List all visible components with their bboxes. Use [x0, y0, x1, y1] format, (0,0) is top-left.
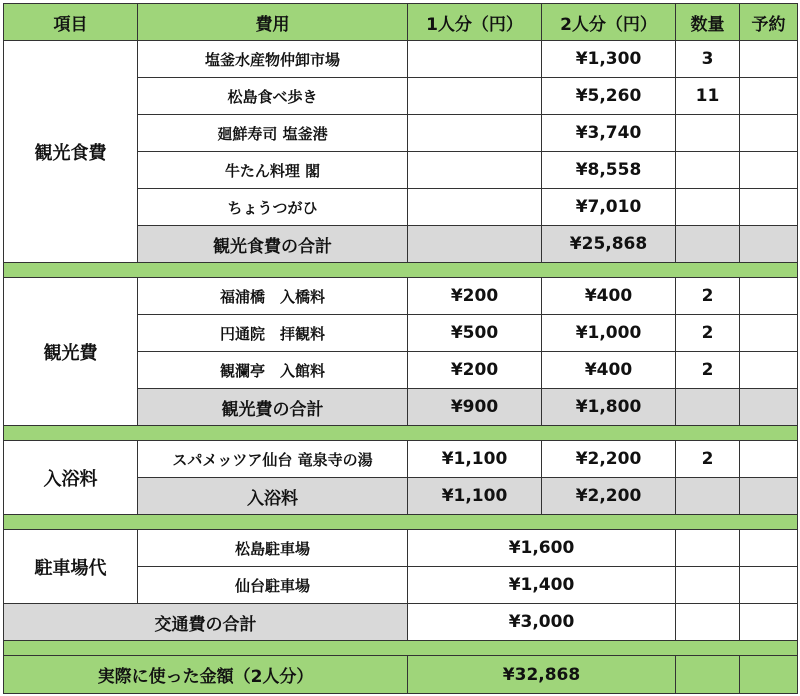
- per1-value: ¥500: [408, 315, 542, 352]
- category-food: 観光食費: [4, 41, 138, 263]
- per2-value: ¥1,300: [542, 41, 676, 78]
- travel-budget-table: [3, 3, 798, 694]
- per2-value: ¥400: [542, 278, 676, 315]
- subtotal-per1: ¥900: [408, 389, 542, 426]
- subtotal-label: 観光費の合計: [138, 389, 408, 426]
- reserve-cell: [740, 315, 798, 352]
- amount-value: ¥1,400: [408, 567, 676, 604]
- per1-value: ¥1,100: [408, 441, 542, 478]
- qty-value: 11: [676, 78, 740, 115]
- item-name: 円通院 拝観料: [138, 315, 408, 352]
- qty-value: 2: [676, 352, 740, 389]
- per2-value: ¥8,558: [542, 152, 676, 189]
- item-name: スパメッツア仙台 竜泉寺の湯: [138, 441, 408, 478]
- subtotal-qty: [676, 478, 740, 515]
- per2-value: ¥3,740: [542, 115, 676, 152]
- qty-value: 2: [676, 278, 740, 315]
- amount-value: ¥1,600: [408, 530, 676, 567]
- reserve-cell: [740, 530, 798, 567]
- item-name: 廻鮮寿司 塩釜港: [138, 115, 408, 152]
- reserve-cell: [740, 604, 798, 641]
- table-row: [4, 441, 798, 478]
- header-expense: 費用: [138, 4, 408, 41]
- subtotal-per2: ¥1,800: [542, 389, 676, 426]
- item-name: 牛たん料理 閣: [138, 152, 408, 189]
- qty-value: [676, 189, 740, 226]
- subtotal-amount: ¥3,000: [408, 604, 676, 641]
- section-divider: [4, 515, 798, 530]
- category-bath: 入浴料: [4, 441, 138, 515]
- subtotal-reserve: [740, 478, 798, 515]
- per1-value: ¥200: [408, 352, 542, 389]
- per2-value: ¥7,010: [542, 189, 676, 226]
- reserve-cell: [740, 78, 798, 115]
- header-row: [4, 4, 798, 41]
- subtotal-reserve: [740, 389, 798, 426]
- subtotal-qty: [676, 226, 740, 263]
- item-name: 観瀾亭 入館料: [138, 352, 408, 389]
- reserve-cell: [740, 115, 798, 152]
- qty-value: 3: [676, 41, 740, 78]
- subtotal-per1: [408, 226, 542, 263]
- section-divider: [4, 263, 798, 278]
- per2-value: ¥5,260: [542, 78, 676, 115]
- item-name: 松島食べ歩き: [138, 78, 408, 115]
- grand-total-label: 実際に使った金額（2人分）: [4, 656, 408, 694]
- qty-value: 2: [676, 441, 740, 478]
- item-name: ちょうつがひ: [138, 189, 408, 226]
- per1-value: [408, 78, 542, 115]
- header-reserve: 予約: [740, 4, 798, 41]
- per1-value: [408, 41, 542, 78]
- table-row: [4, 278, 798, 315]
- per2-value: ¥400: [542, 352, 676, 389]
- header-qty: 数量: [676, 4, 740, 41]
- per1-value: ¥200: [408, 278, 542, 315]
- header-category: 項目: [4, 4, 138, 41]
- per1-value: [408, 115, 542, 152]
- qty-cell: [676, 567, 740, 604]
- header-per2: 2人分（円）: [542, 4, 676, 41]
- table-row: [4, 41, 798, 78]
- qty-value: [676, 152, 740, 189]
- item-name: 仙台駐車場: [138, 567, 408, 604]
- subtotal-label: 入浴料: [138, 478, 408, 515]
- subtotal-reserve: [740, 226, 798, 263]
- reserve-cell: [740, 278, 798, 315]
- subtotal-label: 交通費の合計: [4, 604, 408, 641]
- reserve-cell: [740, 567, 798, 604]
- subtotal-per2: ¥25,868: [542, 226, 676, 263]
- per1-value: [408, 189, 542, 226]
- item-name: 松島駐車場: [138, 530, 408, 567]
- category-parking: 駐車場代: [4, 530, 138, 604]
- header-per1: 1人分（円）: [408, 4, 542, 41]
- section-divider: [4, 641, 798, 656]
- reserve-cell: [740, 189, 798, 226]
- item-name: 塩釜水産物仲卸市場: [138, 41, 408, 78]
- subtotal-row: [4, 604, 798, 641]
- grand-total-amount: ¥32,868: [408, 656, 676, 694]
- grand-total-reserve: [740, 656, 798, 694]
- qty-value: [676, 115, 740, 152]
- subtotal-label: 観光食費の合計: [138, 226, 408, 263]
- grand-total-row: [4, 656, 798, 694]
- subtotal-qty: [676, 389, 740, 426]
- per2-value: ¥2,200: [542, 441, 676, 478]
- per2-value: ¥1,000: [542, 315, 676, 352]
- subtotal-per2: ¥2,200: [542, 478, 676, 515]
- qty-cell: [676, 530, 740, 567]
- grand-total-qty: [676, 656, 740, 694]
- per1-value: [408, 152, 542, 189]
- subtotal-per1: ¥1,100: [408, 478, 542, 515]
- reserve-cell: [740, 41, 798, 78]
- qty-cell: [676, 604, 740, 641]
- category-sightseeing: 観光費: [4, 278, 138, 426]
- section-divider: [4, 426, 798, 441]
- qty-value: 2: [676, 315, 740, 352]
- reserve-cell: [740, 352, 798, 389]
- reserve-cell: [740, 152, 798, 189]
- table-row: [4, 530, 798, 567]
- item-name: 福浦橋 入橋料: [138, 278, 408, 315]
- reserve-cell: [740, 441, 798, 478]
